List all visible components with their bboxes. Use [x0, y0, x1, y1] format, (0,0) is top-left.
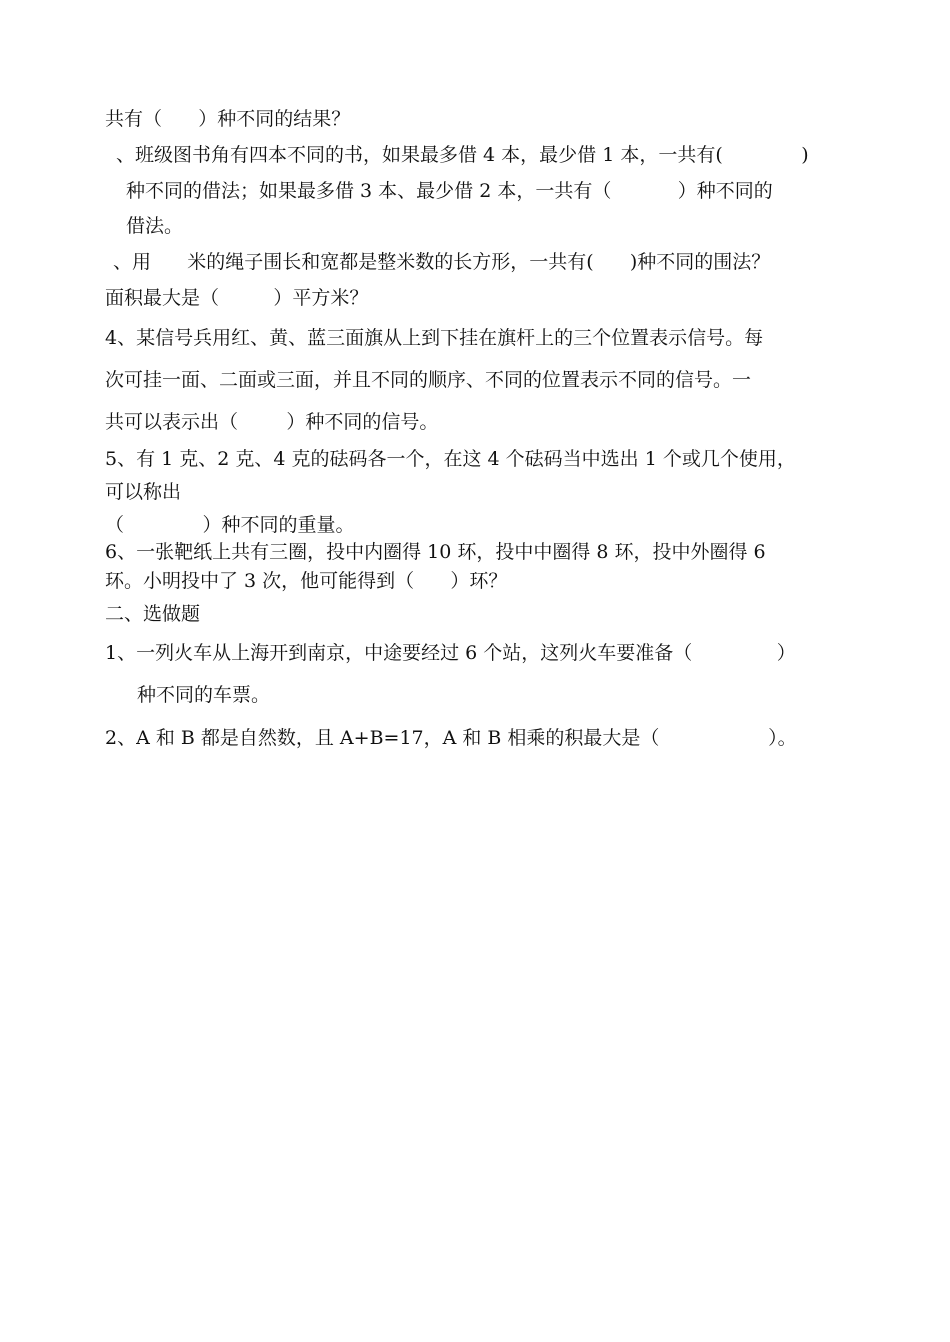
text-line: 2、A 和 B 都是自然数，且 A+B=17，A 和 B 相乘的积最大是（ ）。	[105, 727, 797, 749]
text-line: 、班级图书角有四本不同的书，如果最多借 4 本，最少借 1 本，一共有( )	[116, 144, 809, 166]
text-line: 、用 米的绳子围长和宽都是整米数的长方形，一共有( )种不同的围法？	[113, 251, 771, 273]
text-line: 种不同的车票。	[137, 684, 271, 706]
text-line: 4、某信号兵用红、黄、蓝三面旗从上到下挂在旗杆上的三个位置表示信号。每	[105, 327, 764, 349]
text-line: 面积最大是（ ）平方米？	[105, 287, 369, 309]
text-line: 共有（ ）种不同的结果？	[105, 108, 351, 130]
text-line: （ ）种不同的重量。	[105, 514, 355, 536]
text-line: 环。小明投中了 3 次，他可能得到（ ）环？	[105, 570, 508, 592]
text-line: 1、一列火车从上海开到南京，中途要经过 6 个站，这列火车要准备（ ）	[105, 642, 796, 664]
text-line: 可以称出	[105, 481, 182, 503]
text-line: 5、有 1 克、2 克、4 克的砝码各一个，在这 4 个砝码当中选出 1 个或几个使用，	[105, 448, 796, 470]
text-line: 次可挂一面、二面或三面，并且不同的顺序、不同的位置表示不同的信号。一	[105, 369, 752, 391]
text-line: 种不同的借法；如果最多借 3 本、最少借 2 本，一共有（ ）种不同的	[126, 180, 773, 202]
text-line: 6、一张靶纸上共有三圈，投中内圈得 10 环，投中中圈得 8 环，投中外圈得 6	[105, 541, 766, 563]
text-line: 共可以表示出（ ）种不同的信号。	[105, 411, 439, 433]
section-heading: 二、选做题	[105, 603, 201, 625]
text-line: 借法。	[126, 215, 184, 237]
